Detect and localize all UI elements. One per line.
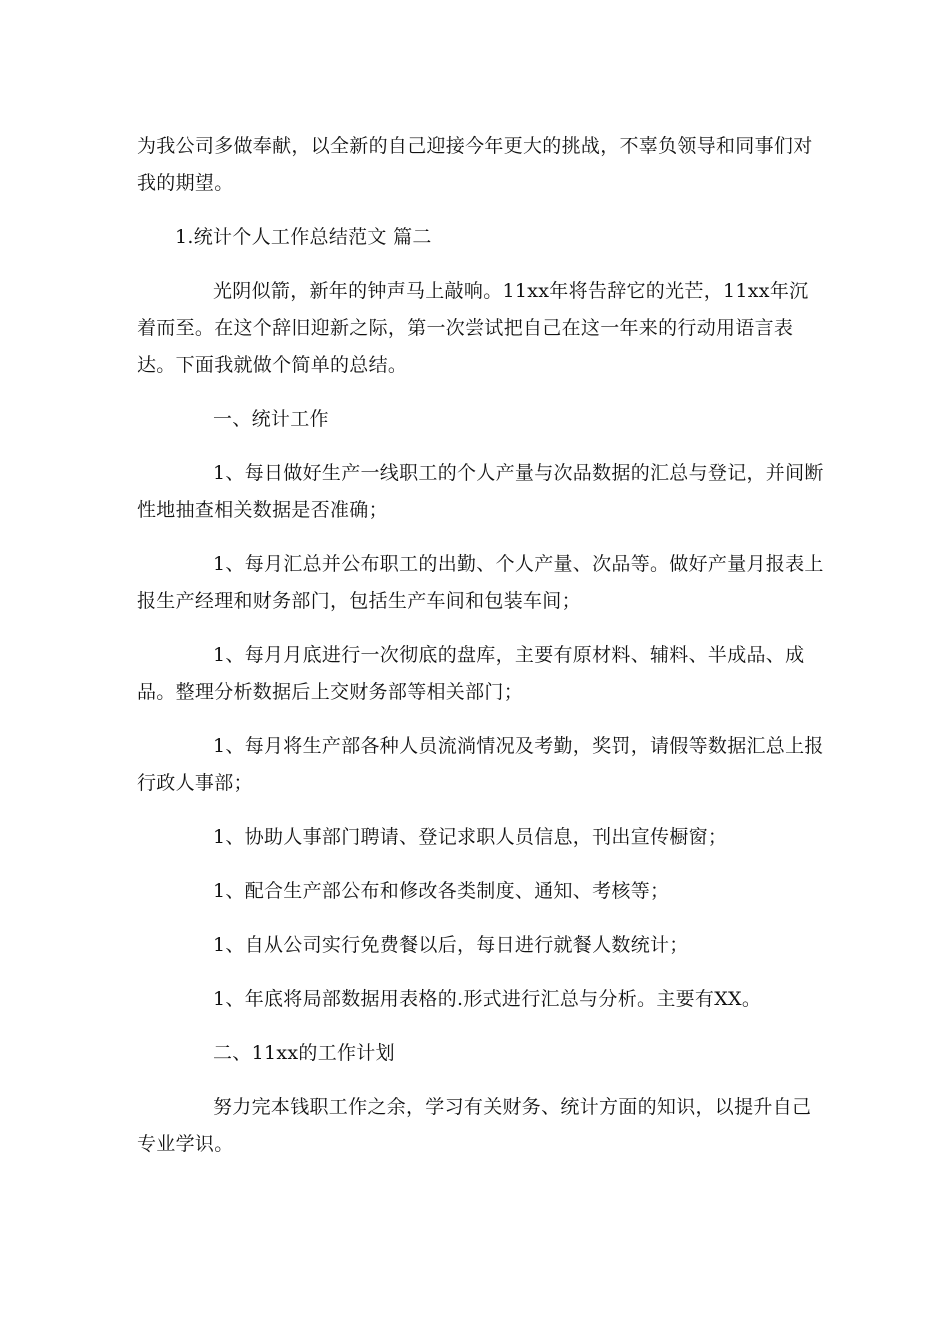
intro-paragraph: 光阴似箭，新年的钟声马上敲响。11xx年将告辞它的光芒，11xx年沉着而至。在这个辞旧迎新之际，第一次尝试把自己在这一年来的行动用语言表达。下面我就做个简单的总结。 (137, 280, 809, 376)
section-two-paragraph: 努力完本钱职工作之余，学习有关财务、统计方面的知识，以提升自己专业学识。 (137, 1096, 812, 1155)
document-body (137, 128, 827, 1163)
list-item: 1、每月汇总并公布职工的出勤、个人产量、次品等。做好产量月报表上报生产经理和财务部门，包括生产车间和包装车间； (137, 553, 824, 612)
list-item: 1、每月月底进行一次彻底的盘库，主要有原材料、辅料、半成品、成品。整理分析数据后上交财务部等相关部门； (137, 644, 805, 703)
list-item: 1、自从公司实行免费餐以后，每日进行就餐人数统计； (213, 934, 689, 956)
list-item: 1、协助人事部门聘请、登记求职人员信息，刊出宣传橱窗； (213, 826, 728, 848)
list-item: 1、配合生产部公布和修改各类制度、通知、考核等； (213, 880, 670, 902)
section-one-title: 一、统计工作 (213, 408, 329, 430)
list-item: 1、年底将局部数据用表格的.形式进行汇总与分析。主要有XX。 (213, 988, 762, 1010)
list-item: 1、每月将生产部各种人员流淌情况及考勤，奖罚，请假等数据汇总上报行政人事部； (137, 735, 824, 794)
continuation-paragraph: 为我公司多做奉献，以全新的自己迎接今年更大的挑战，不辜负领导和同事们对我的期望。 (137, 135, 813, 194)
section-two-title: 二、11xx的工作计划 (213, 1042, 395, 1064)
list-item: 1、每日做好生产一线职工的个人产量与次品数据的汇总与登记，并间断性地抽查相关数据是否准确； (137, 462, 824, 521)
article-heading: 1.统计个人工作总结范文 篇二 (175, 226, 432, 248)
